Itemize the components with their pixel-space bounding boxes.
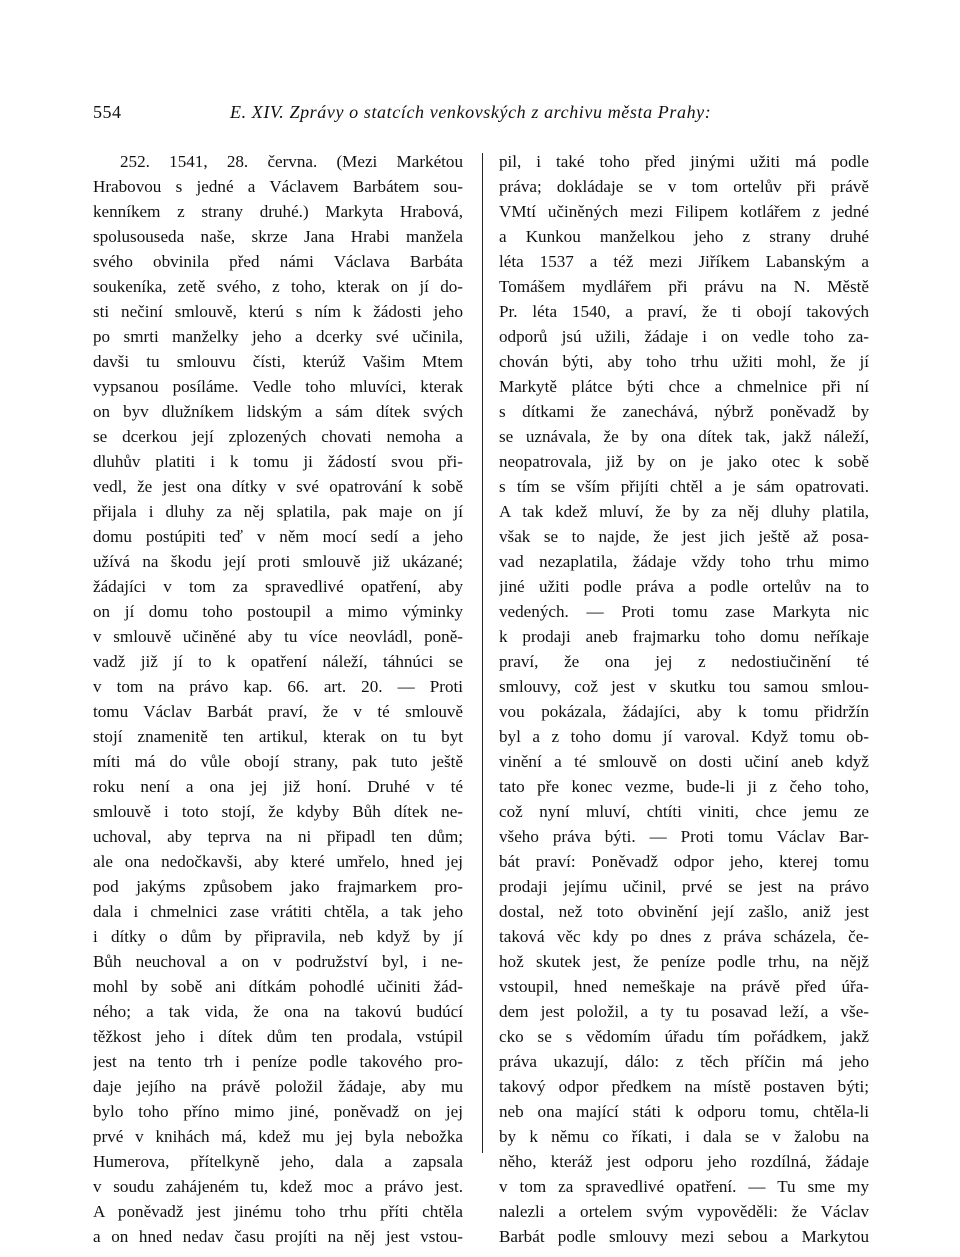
- text-line: což nyní mluví, chtíti viniti, chce jemu ze: [499, 802, 869, 821]
- text-line: pil, i také toho před jinými užiti má podle: [499, 152, 869, 171]
- text-line: něho, kteráž jest odporu jeho rozdílná, žádaje: [499, 1152, 869, 1171]
- text-line: léta 1537 a též mezi Jiříkem Labanským a: [499, 252, 869, 271]
- text-line: vinění a té smlouvě on dosti učiní aneb když: [499, 752, 869, 771]
- text-line: přijala i dluhy za něj splatila, pak maje on jí: [93, 502, 463, 521]
- text-line: prvé v knihách má, kdež mu jej byla nebožka: [93, 1127, 463, 1146]
- text-line: daje jejího na právě položil žádaje, aby mu: [93, 1077, 463, 1096]
- text-line: cko se s vědomím úřadu tím pořádkem, jakž: [499, 1027, 869, 1046]
- text-line: dala i chmelnici zase vrátiti chtěla, a tak jeho: [93, 902, 463, 921]
- text-line: on byv dlužníkem lidským a sám dítek svých: [93, 402, 463, 421]
- text-line: ale ona nedočkavši, aby které umřelo, hned jej: [93, 852, 463, 871]
- text-line: však se to najde, že jest jich ještě až posa-: [499, 527, 869, 546]
- text-line: vypsanou posíláme. Vedle toho mluvíci, kterak: [93, 377, 463, 396]
- text-line: vstoupil, hned nemeškaje na právě před úřa-: [499, 977, 869, 996]
- running-head: E. XIV. Zprávy o statcích venkovských z archivu města Prahy:: [230, 102, 712, 122]
- text-line: ného; a tak vida, že ona na takovú budúcí: [93, 1002, 463, 1021]
- text-line: praví, že ona jej z nedostiučinění té: [499, 652, 869, 671]
- right-column: [499, 149, 869, 1249]
- text-line: vou pokázala, žádajíci, aby k tomu přidržín: [499, 702, 869, 721]
- text-line: smlouvě i toto stojí, že kdyby Bůh dítek ne-: [93, 802, 463, 821]
- text-line: hož skutek jest, že peníze podle trhu, na nějž: [499, 952, 869, 971]
- text-line: byl a z toho domu jí varoval. Když tomu ob-: [499, 727, 869, 746]
- page-header: [93, 102, 873, 132]
- text-line: prodaji jejímu učinil, prvé se jest na právo: [499, 877, 869, 896]
- text-line: odporů jsú užili, žádaje i on vedle toho za-: [499, 327, 869, 346]
- text-line: roku není a ona jej již honí. Druhé v té: [93, 777, 463, 796]
- text-line: v soudu zahájeném tu, kdež moc a právo jest.: [93, 1177, 463, 1196]
- text-line: v smlouvě učiněné aby tu více neovládl, poně-: [93, 627, 463, 646]
- text-line: Hrabovou s jedné a Václavem Barbátem sou-: [93, 177, 463, 196]
- text-line: sti nečiní smlouvě, kterú s ním k žádosti jeho: [93, 302, 463, 321]
- text-line: s tím se vším přijíti chtěl a je sám opatrovati.: [499, 477, 869, 496]
- text-line: domu postúpiti teď v něm mocí sedí a jeho: [93, 527, 463, 546]
- text-line: A poněvadž jest jinému toho trhu příti chtěla: [93, 1202, 463, 1221]
- page-number: 554: [93, 102, 122, 122]
- text-line: mohl by sobě ani dítkám pohodlé učiniti žád-: [93, 977, 463, 996]
- text-line: jiné užiti podle práva a podle ortelův na to: [499, 577, 869, 596]
- text-line: práva; dokládaje se v tom ortelův při právě: [499, 177, 869, 196]
- text-line: vedl, že jest ona dítky v své opatrování k sobě: [93, 477, 463, 496]
- text-line: VMtí učiněných mezi Filipem kotlářem z jedné: [499, 202, 869, 221]
- text-line: i dítky o dům by připravila, neb když by jí: [93, 927, 463, 946]
- text-line: neb ona mající státi k odporu tomu, chtěla-li: [499, 1102, 869, 1121]
- text-line: chován býti, aby toho trhu užiti mohl, že jí: [499, 352, 869, 371]
- text-line: v tom za spravedlivé opatření. — Tu sme my: [499, 1177, 869, 1196]
- text-line: takový odpor předkem na místě postaven býti;: [499, 1077, 869, 1096]
- text-line: by k němu co říkati, i dala se v žalobu na: [499, 1127, 869, 1146]
- text-line: bát praví: Poněvadž odpor jeho, kterej tomu: [499, 852, 869, 871]
- text-line: se dcerkou její zplozených chovati nemoha a: [93, 427, 463, 446]
- text-line: neopatrovala, již by on je jako otec k sobě: [499, 452, 869, 471]
- text-line: stojí znamenitě ten artikul, kterak on tu byt: [93, 727, 463, 746]
- text-line: tato pře konec vezme, bude-li ji z čeho toho,: [499, 777, 869, 796]
- text-line: Humerova, přítelkyně jeho, dala a zapsala: [93, 1152, 463, 1171]
- text-line: 252. 1541, 28. června. (Mezi Markétou: [120, 152, 463, 171]
- left-column: [93, 149, 463, 1249]
- text-line: po smrti manželky jeho a dcerky své učinila,: [93, 327, 463, 346]
- text-line: Tomášem mydlářem při právu na N. Městě: [499, 277, 869, 296]
- text-line: tomu Václav Barbát praví, že v té smlouvě: [93, 702, 463, 721]
- text-line: soukeníka, zetě svého, z toho, kterak on jí do-: [93, 277, 463, 296]
- text-line: svého obvinila před námi Václava Barbáta: [93, 252, 463, 271]
- text-line: kenníkem z strany druhé.) Markyta Hrabová,: [93, 202, 463, 221]
- text-line: dem jest položil, a ty tu posavad leží, a vše-: [499, 1002, 869, 1021]
- text-line: Barbát podle smlouvy mezi sebou a Markytou: [499, 1227, 869, 1246]
- text-line: vad nezaplatila, žádaje vždy toho trhu mimo: [499, 552, 869, 571]
- text-line: k prodaji aneb frajmarku toho domu neříkaje: [499, 627, 869, 646]
- text-line: on jí domu toho postoupil a mimo výminky: [93, 602, 463, 621]
- text-line: vedených. — Proti tomu zase Markyta nic: [499, 602, 869, 621]
- text-line: pod jakýms způsobem jako frajmarkem pro-: [93, 877, 463, 896]
- text-line: jest na tento trh i peníze podle takového pro-: [93, 1052, 463, 1071]
- text-line: smlouvy, což jest v skutku tou samou smlou-: [499, 677, 869, 696]
- text-line: spolusouseda naše, skrze Jana Hrabi manžela: [93, 227, 463, 246]
- text-line: dostal, než toto obvinění její zašlo, aniž jest: [499, 902, 869, 921]
- text-line: taková věc kdy po dnes z práva scházela, če-: [499, 927, 869, 946]
- text-line: dluhův platiti i k tomu ji žádostí svou při-: [93, 452, 463, 471]
- text-line: Bůh neuchoval a on v podružství byl, i ne-: [93, 952, 463, 971]
- text-line: v tom na právo kap. 66. art. 20. — Proti: [93, 677, 463, 696]
- column-divider: [482, 153, 483, 1153]
- text-line: A tak kdež mluví, že by za něj dluhy platila,: [499, 502, 869, 521]
- text-line: všeho práva býti. — Proti tomu Václav Bar-: [499, 827, 869, 846]
- text-line: bylo toho příno mimo jiné, poněvadž on jej: [93, 1102, 463, 1121]
- text-line: s dítkami že zanechává, nýbrž poněvadž by: [499, 402, 869, 421]
- text-line: se uznávala, že by ona dítek tak, jakž náleží,: [499, 427, 869, 446]
- text-line: vadž již jí to k opatření náleží, táhnúci se: [93, 652, 463, 671]
- text-line: Markytě plátce býti chce a chmelnice při ní: [499, 377, 869, 396]
- text-line: nalezli a ortelem svým vypověděli: že Václav: [499, 1202, 869, 1221]
- text-line: míti má do vůle obojí strany, pak tuto ještě: [93, 752, 463, 771]
- text-line: užívá na škodu její proti smlouvě již ukázané;: [93, 552, 463, 571]
- text-line: a on hned nedav času projíti na něj jest vstou-: [93, 1227, 463, 1246]
- text-line: žádajíci v tom za spravedlivé opatření, aby: [93, 577, 463, 596]
- text-line: práva ukazují, dálo: z těch příčin má jeho: [499, 1052, 869, 1071]
- text-line: těžkost jeho i dítek dům ten prodala, vstúpil: [93, 1027, 463, 1046]
- text-line: a Kunkou manželkou jeho z strany druhé: [499, 227, 869, 246]
- text-line: uchoval, aby teprva na ni připadl ten dům;: [93, 827, 463, 846]
- text-line: davši tu smlouvu čísti, kterúž Vašim Mtem: [93, 352, 463, 371]
- text-line: Pr. léta 1540, a praví, že ti obojí takových: [499, 302, 869, 321]
